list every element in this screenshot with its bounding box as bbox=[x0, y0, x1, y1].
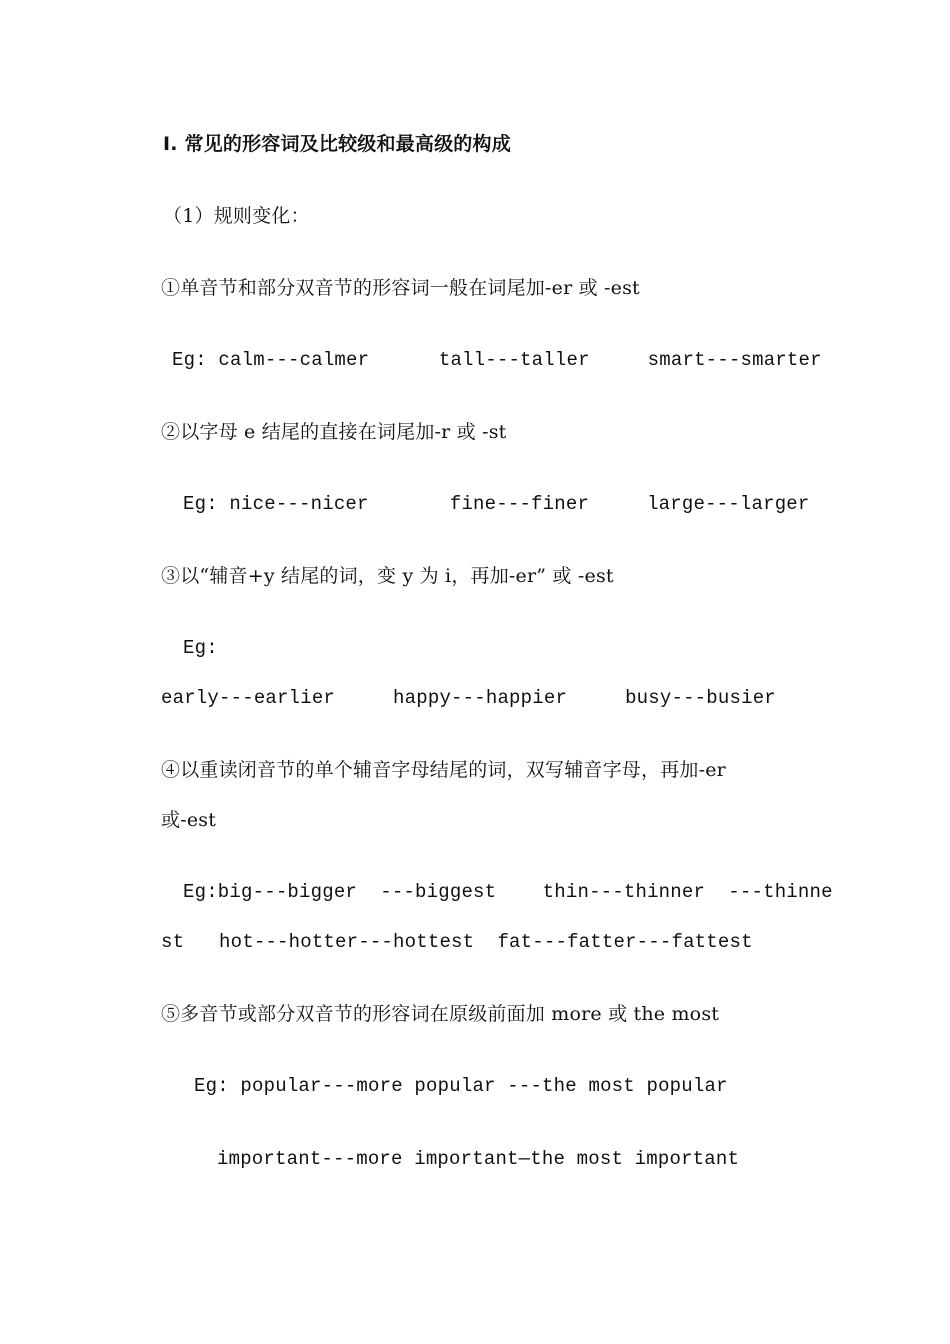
subheading-regular-changes: （1）规则变化： bbox=[163, 205, 310, 227]
rule-1-example: Eg: calm---calmer tall---taller smart---smarter bbox=[172, 349, 822, 371]
rule-2-text: ②以字母 e 结尾的直接在词尾加-r 或 -st bbox=[161, 421, 507, 443]
section-heading: Ⅰ. 常见的形容词及比较级和最高级的构成 bbox=[163, 133, 511, 155]
rule-1-text: ①单音节和部分双音节的形容词一般在词尾加-er 或 -est bbox=[161, 277, 640, 299]
rule-5-example-line-1: Eg: popular---more popular ---the most popular bbox=[194, 1075, 728, 1097]
rule-4-example-line-2: st hot---hotter---hottest fat---fatter---fattest bbox=[161, 931, 753, 953]
rule-5-example-line-2: important---more important—the most important bbox=[217, 1148, 740, 1170]
rule-4-text-line-2: 或-est bbox=[161, 809, 217, 831]
rule-3-text: ③以“辅音+y 结尾的词，变 y 为 i，再加-er” 或 -est bbox=[161, 565, 614, 587]
rule-3-example: early---earlier happy---happier busy---busier bbox=[161, 687, 776, 709]
rule-2-example: Eg: nice---nicer fine---finer large---larger bbox=[183, 493, 810, 515]
rule-4-text-line-1: ④以重读闭音节的单个辅音字母结尾的词，双写辅音字母，再加-er bbox=[161, 759, 726, 781]
rule-4-example-line-1: Eg:big---bigger ---biggest thin---thinner ---thinne bbox=[183, 881, 833, 903]
rule-3-eg-label: Eg: bbox=[183, 637, 218, 659]
rule-5-text: ⑤多音节或部分双音节的形容词在原级前面加 more 或 the most bbox=[161, 1003, 720, 1025]
